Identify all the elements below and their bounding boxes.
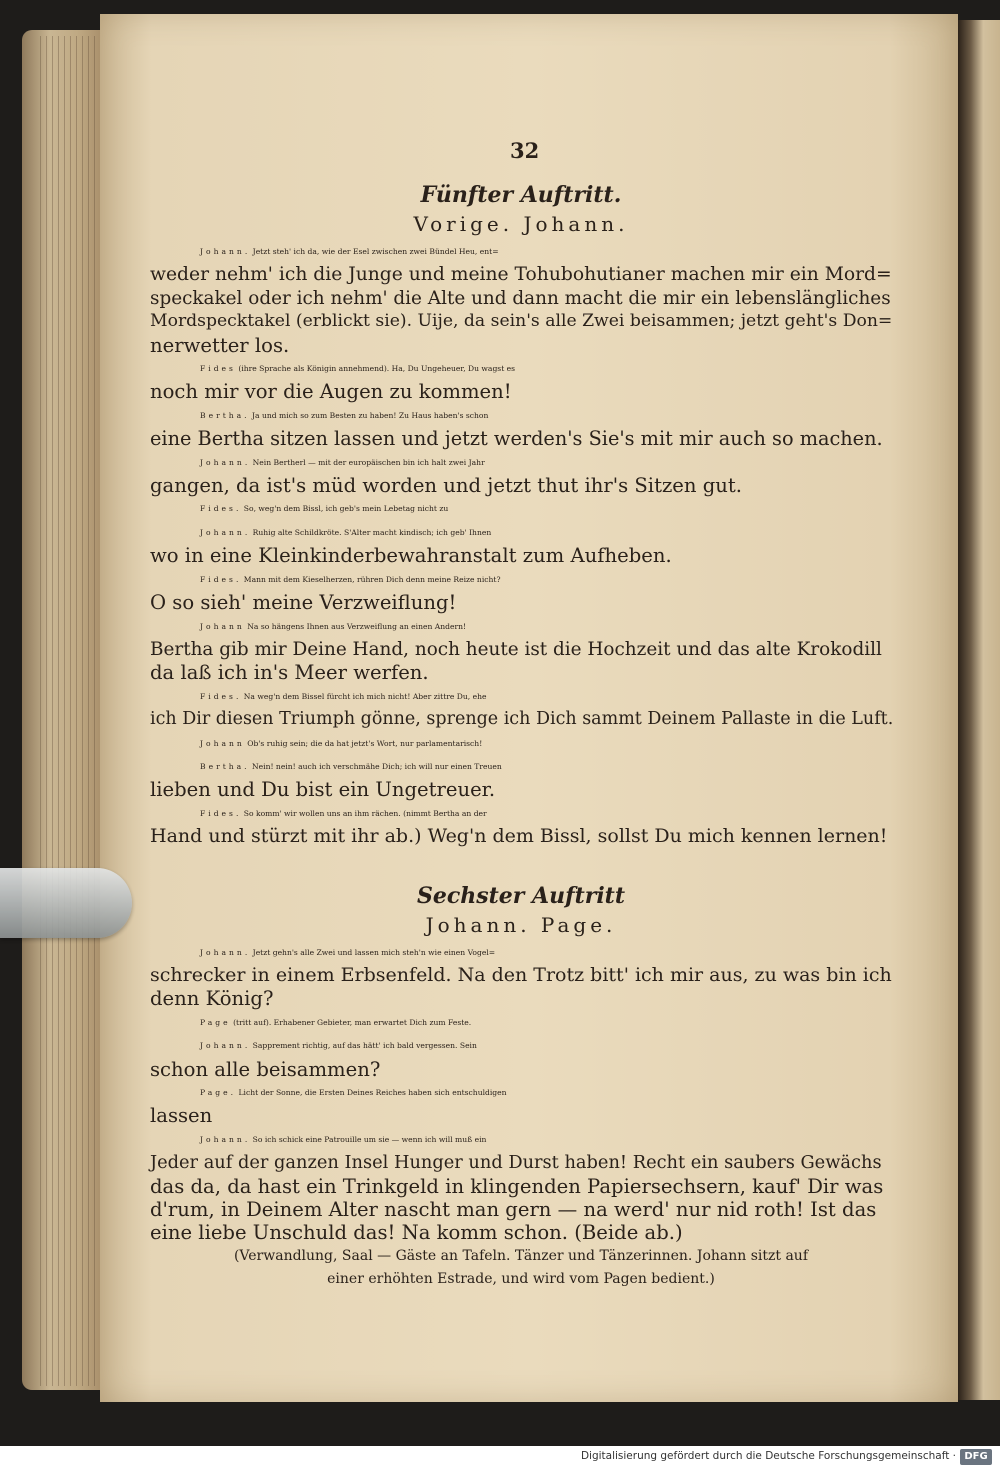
footer-credit: Digitalisierung gefördert durch die Deutsche Forschungsgemeinschaft · (580, 1450, 956, 1462)
line-text: Mann mit dem Kieselherzen, rühren Dich denn meine Reize nicht? (241, 574, 501, 584)
line-text: Licht der Sonne, die Ersten Deines Reiches haben sich entschuldigen (236, 1088, 507, 1097)
line-text: O so sieh' meine Verzweiflung! (150, 591, 457, 615)
stage-direction-line: (Verwandlung, Saal — Gäste an Tafeln. Tänzer und Tänzerinnen. Johann sitzt auf (233, 1247, 809, 1264)
text-line (150, 1175, 892, 1198)
line-text: gangen, da ist's müd worden und jetzt thut ihr's Sitzen gut. (150, 474, 742, 498)
line-text: Jeder auf der ganzen Insel Hunger und Durst haben! Recht ein saubers Gewächs (150, 1152, 882, 1174)
speaker-name: Bertha. (200, 410, 250, 420)
speaker-name: Johann. (200, 247, 251, 256)
speaker-name: Fides (200, 364, 236, 374)
line-text: Jetzt gehn's alle Zwei und lassen mich steh'n wie einen Vogel= (250, 947, 496, 957)
text-line (150, 451, 892, 474)
line-text: nerwetter los. (150, 333, 290, 357)
line-text: Hand und stürzt mit ihr ab.) Weg'n dem Bissl, sollst Du mich kennen lernen! (150, 825, 888, 848)
text-line (150, 1151, 892, 1174)
text-line (150, 310, 892, 333)
speaker-name: Johann (200, 621, 245, 631)
text-line (150, 263, 892, 286)
right-page-edge (958, 20, 1000, 1400)
line-text: eine liebe Unschuld das! Na komm schon. (Beide ab.) (150, 1221, 683, 1245)
speaker-name: Page. (200, 1088, 237, 1097)
text-line (150, 825, 892, 848)
line-text: noch mir vor die Augen zu kommen! (150, 380, 512, 404)
text-line (150, 615, 892, 638)
page-number: 32 (510, 138, 540, 163)
text-line (150, 1221, 892, 1244)
line-text: Mordspecktakel (erblickt sie). Uije, da sein's alle Zwei beisammen; jetzt geht's Don= (150, 311, 893, 332)
line-text: Nein Bertherl — mit der europäischen bin ich halt zwei Jahr (250, 457, 485, 467)
text-line (150, 964, 892, 987)
line-text: da laß ich in's Meer werfen. (150, 661, 429, 685)
line-text: Ruhig alte Schildkröte. S'Alter macht kindisch; ich geb' Ihnen (250, 527, 492, 537)
speaker-name: Fides. (200, 808, 242, 818)
line-text: denn König? (150, 987, 274, 1011)
line-text: speckakel oder ich nehm' die Alte und dann macht die mir ein lebenslängliches (150, 287, 891, 309)
speaker-name: Johann. (200, 1134, 251, 1144)
text-line (150, 544, 892, 567)
scene6-characters: Johann. Page. (425, 912, 617, 937)
text-line (150, 404, 892, 427)
scene6-body (150, 941, 892, 1245)
text-line (150, 732, 892, 755)
line-text: wo in eine Kleinkinderbewahranstalt zum Aufheben. (150, 544, 672, 568)
text-line (150, 802, 892, 825)
text-line (150, 1081, 892, 1104)
text-line (150, 661, 892, 684)
line-text: eine Bertha sitzen lassen und jetzt werden's Sie's mit mir auch so machen. (150, 427, 883, 451)
line-text: Na so hängens Ihnen aus Verzweiflung an einen Andern! (244, 621, 467, 631)
page-edge-lines (40, 36, 100, 1386)
line-text: (tritt auf). Erhabener Gebieter, man erwartet Dich zum Feste. (230, 1017, 472, 1027)
scene5-title: Fünfter Auftritt. (420, 182, 622, 208)
scene5-characters: Vorige. Johann. (413, 212, 629, 236)
text-line (150, 521, 892, 544)
stage-direction (150, 1245, 892, 1291)
speaker-name: Johann. (200, 457, 251, 467)
text-line (150, 1011, 892, 1034)
line-text: Ja und mich so zum Besten zu haben! Zu Haus haben's schon (249, 410, 489, 420)
scene6-title: Sechster Auftritt (416, 882, 626, 909)
stage-direction-line: einer erhöhten Estrade, und wird vom Pagen bedient.) (327, 1270, 715, 1287)
text-line (150, 474, 892, 497)
line-text: Ob's ruhig sein; die da hat jetzt's Wort, nur parlamentarisch! (244, 738, 483, 748)
text-line (150, 638, 892, 661)
line-text: Sapprement richtig, auf das hätt' ich bald vergessen. Sein (250, 1041, 477, 1051)
footer-bar (0, 1446, 1000, 1468)
speaker-name: Fides. (200, 691, 242, 701)
bookmark-clip (0, 868, 132, 938)
line-text: Bertha gib mir Deine Hand, noch heute ist die Hochzeit und das alte Krokodill (150, 638, 882, 660)
line-text: weder nehm' ich die Junge und meine Tohubohutianer machen mir ein Mord= (150, 264, 892, 286)
line-text: das da, da hast ein Trinkgeld in klingenden Papiersechsern, kauf' Dir was (150, 1174, 884, 1198)
text-line (150, 987, 892, 1010)
line-text: lieben und Du bist ein Ungetreuer. (150, 778, 496, 802)
text-line (150, 497, 892, 520)
text-line (150, 755, 892, 778)
text-line (150, 357, 892, 380)
text-line (150, 240, 892, 263)
text-line (150, 591, 892, 614)
text-line (150, 287, 892, 310)
text-line (150, 1198, 892, 1221)
speaker-name: Fides. (200, 574, 242, 584)
line-text: d'rum, in Deinem Alter nascht man gern — na werd' nur nid roth! Ist das (150, 1198, 877, 1222)
text-line (150, 778, 892, 801)
line-text: ich Dir diesen Triumph gönne, sprenge ich Dich sammt Deinem Pallaste in die Luft. (150, 709, 894, 730)
text-line (150, 380, 892, 403)
line-text: schrecker in einem Erbsenfeld. Na den Trotz bitt' ich mir aus, zu was bin ich (150, 963, 892, 986)
text-line (150, 1128, 892, 1151)
text-line (150, 1058, 892, 1081)
text-line (150, 708, 892, 731)
speaker-name: Johann. (200, 1041, 251, 1051)
text-line (150, 427, 892, 450)
text-line (150, 941, 892, 964)
line-text: (ihre Sprache als Königin annehmend). Ha, Du Ungeheuer, Du wagst es (235, 364, 516, 374)
line-text: lassen (150, 1104, 213, 1128)
text-line (150, 685, 892, 708)
speaker-name: Johann. (200, 947, 251, 957)
speaker-name: Bertha. (200, 761, 250, 771)
line-text: So, weg'n dem Bissl, ich geb's mein Lebetag nicht zu (241, 504, 449, 514)
line-text: Jetzt steh' ich da, wie der Esel zwischen zwei Bündel Heu, ent= (250, 247, 499, 256)
speaker-name: Johann. (200, 527, 251, 537)
line-text: schon alle beisammen? (150, 1057, 381, 1081)
page-text (150, 140, 892, 1291)
line-text: Nein! nein! auch ich verschmähe Dich; ich will nur einen Treuen (249, 761, 502, 771)
scene5-body (150, 240, 892, 849)
speaker-name: Johann (200, 738, 245, 748)
text-line (150, 1034, 892, 1057)
text-line (150, 334, 892, 357)
speaker-name: Fides. (200, 504, 242, 514)
line-text: Na weg'n dem Bissel fürcht ich mich nicht! Aber zittre Du, ehe (241, 691, 487, 701)
line-text: So komm' wir wollen uns an ihm rächen. (nimmt Bertha an der (241, 808, 487, 818)
text-line (150, 1104, 892, 1127)
dfg-logo-icon: DFG (960, 1449, 992, 1465)
line-text: So ich schick eine Patrouille um sie — wenn ich will muß ein (250, 1134, 487, 1144)
text-line (150, 568, 892, 591)
speaker-name: Page (200, 1017, 231, 1027)
